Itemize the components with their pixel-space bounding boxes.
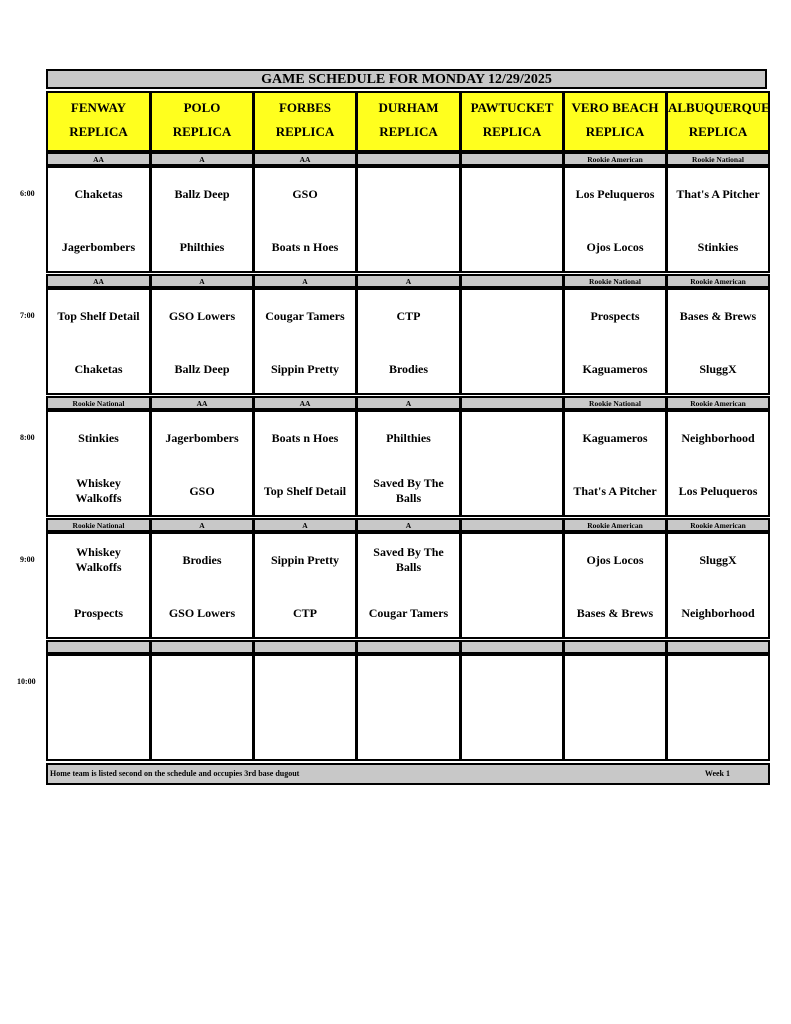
field-name: FENWAY [70, 100, 127, 115]
home-team: Sippin Pretty [270, 361, 340, 376]
home-team [462, 719, 562, 751]
game-cell [253, 166, 357, 273]
home-team [565, 719, 665, 751]
home-team: GSO Lowers [168, 605, 236, 620]
away-team [462, 422, 562, 454]
division-label: A [150, 152, 254, 166]
division-label [460, 640, 564, 654]
away-team [565, 666, 665, 698]
away-team: Saved By The Balls [373, 545, 444, 574]
game-cell [46, 410, 151, 517]
time-label: 6:00 [20, 189, 35, 198]
home-team: Kaguameros [582, 361, 648, 376]
home-team: CTP [293, 605, 317, 620]
game-cell [46, 532, 151, 639]
home-team: Brodies [388, 361, 429, 376]
division-label [356, 152, 461, 166]
division-label: A [150, 518, 254, 532]
home-team: Ojos Locos [586, 239, 644, 254]
game-cell [356, 532, 461, 639]
game-cell [356, 166, 461, 273]
field-subtitle: REPLICA [585, 124, 645, 139]
game-cell [563, 288, 667, 395]
division-label: A [150, 274, 254, 288]
division-label: Rookie National [563, 396, 667, 410]
division-label: A [356, 274, 461, 288]
game-cell [150, 410, 254, 517]
division-label [460, 152, 564, 166]
away-team: SluggX [699, 552, 737, 567]
game-cell [150, 166, 254, 273]
game-cell [356, 288, 461, 395]
home-team: Prospects [73, 605, 124, 620]
game-cell [150, 532, 254, 639]
home-team-note: Home team is listed second on the schedule and occupies 3rd base dugout [50, 769, 300, 778]
game-cell [356, 654, 461, 761]
division-label: Rookie National [563, 274, 667, 288]
home-team: SluggX [699, 361, 737, 376]
home-team: Philthies [179, 239, 225, 254]
game-cell [150, 654, 254, 761]
away-team: Top Shelf Detail [57, 308, 140, 323]
field-name: ALBUQUERQUE [668, 100, 770, 115]
game-cell [253, 288, 357, 395]
field-name: FORBES [278, 100, 331, 115]
field-subtitle: REPLICA [275, 124, 335, 139]
field-name: PAWTUCKET [470, 100, 554, 115]
home-team [462, 475, 562, 507]
division-label: A [253, 518, 357, 532]
away-team: CTP [396, 308, 421, 323]
away-team: Cougar Tamers [265, 308, 345, 323]
game-cell [356, 410, 461, 517]
division-label: AA [150, 396, 254, 410]
away-team: Bases & Brews [679, 308, 757, 323]
field-header [253, 91, 357, 152]
field-name: POLO [183, 100, 221, 115]
division-label [253, 640, 357, 654]
home-team [462, 231, 562, 263]
home-team: Stinkies [697, 239, 739, 254]
away-team: Stinkies [78, 430, 119, 445]
game-cell [460, 654, 564, 761]
away-team: Philthies [386, 430, 431, 445]
field-header [46, 91, 151, 152]
game-cell [253, 410, 357, 517]
week-label: Week 1 [704, 769, 730, 778]
division-label: Rookie National [666, 152, 770, 166]
field-header [150, 91, 254, 152]
division-label: A [253, 274, 357, 288]
home-team [152, 719, 252, 751]
away-team [462, 544, 562, 576]
game-cell [460, 166, 564, 273]
away-team: That's A Pitcher [676, 186, 760, 201]
division-label [460, 518, 564, 532]
field-header [666, 91, 770, 152]
home-team: That's A Pitcher [573, 483, 657, 498]
away-team [358, 178, 459, 210]
division-label: A [356, 518, 461, 532]
field-header [563, 91, 667, 152]
away-team: Neighborhood [681, 430, 755, 445]
time-label: 8:00 [20, 433, 35, 442]
home-team: Top Shelf Detail [263, 483, 347, 498]
game-cell [563, 532, 667, 639]
field-subtitle: REPLICA [688, 124, 748, 139]
division-label [563, 640, 667, 654]
field-header [460, 91, 564, 152]
game-cell [563, 410, 667, 517]
division-label [356, 640, 461, 654]
game-cell [460, 410, 564, 517]
away-team: Prospects [590, 308, 640, 323]
division-label: Rookie National [46, 518, 151, 532]
home-team [668, 719, 768, 751]
game-cell [46, 288, 151, 395]
home-team: Cougar Tamers [368, 605, 449, 620]
field-header [356, 91, 461, 152]
home-team: Jagerbombers [61, 239, 136, 254]
game-cell [253, 532, 357, 639]
home-team [462, 353, 562, 385]
division-label: Rookie American [666, 518, 770, 532]
game-cell [666, 166, 770, 273]
time-label: 10:00 [17, 677, 36, 686]
field-name: VERO BEACH [571, 100, 659, 115]
game-cell [666, 532, 770, 639]
game-cell [46, 166, 151, 273]
schedule-footer [46, 763, 770, 785]
division-label [460, 274, 564, 288]
game-cell [563, 166, 667, 273]
division-label: Rookie American [563, 518, 667, 532]
home-team: Boats n Hoes [271, 239, 339, 254]
division-label: Rookie American [666, 396, 770, 410]
away-team [462, 178, 562, 210]
home-team [358, 719, 459, 751]
field-subtitle: REPLICA [482, 124, 542, 139]
time-label: 7:00 [20, 311, 35, 320]
game-cell [460, 532, 564, 639]
game-cell [666, 410, 770, 517]
away-team: Los Peluqueros [575, 186, 655, 201]
away-team: Brodies [182, 552, 222, 567]
game-cell [46, 654, 151, 761]
field-subtitle: REPLICA [379, 124, 438, 139]
home-team: Chaketas [74, 361, 123, 376]
away-team [358, 666, 459, 698]
away-team: Ballz Deep [174, 186, 230, 201]
away-team [462, 666, 562, 698]
away-team: Ojos Locos [586, 552, 644, 567]
home-team [255, 719, 355, 751]
home-team: Bases & Brews [576, 605, 654, 620]
division-label [460, 396, 564, 410]
game-cell [460, 288, 564, 395]
division-label [150, 640, 254, 654]
away-team: GSO Lowers [168, 308, 236, 323]
division-label [666, 640, 770, 654]
division-label: AA [253, 396, 357, 410]
game-cell [253, 654, 357, 761]
away-team: Sippin Pretty [270, 552, 340, 567]
game-cell [666, 288, 770, 395]
away-team [462, 300, 562, 332]
time-label: 9:00 [20, 555, 35, 564]
home-team: Neighborhood [681, 605, 755, 620]
field-subtitle: REPLICA [172, 124, 232, 139]
home-team: GSO [189, 483, 215, 498]
division-label: AA [46, 274, 151, 288]
away-team [48, 666, 149, 698]
field-subtitle: REPLICA [69, 124, 128, 139]
away-team: Jagerbombers [165, 430, 239, 445]
home-team: Saved By The Balls [373, 476, 444, 505]
home-team: Ballz Deep [174, 361, 230, 376]
game-cell [150, 288, 254, 395]
away-team [255, 666, 355, 698]
away-team: Chaketas [74, 186, 123, 201]
home-team [48, 719, 149, 751]
away-team: Whiskey Walkoffs [75, 545, 122, 574]
schedule-title: GAME SCHEDULE FOR MONDAY 12/29/2025 [46, 69, 767, 89]
away-team: Kaguameros [582, 430, 648, 445]
game-cell [666, 654, 770, 761]
home-team [358, 231, 459, 263]
division-label: Rookie National [46, 396, 151, 410]
division-label: Rookie American [666, 274, 770, 288]
home-team: Los Peluqueros [678, 483, 758, 498]
schedule-sheet [46, 69, 770, 785]
division-label: A [356, 396, 461, 410]
division-label [46, 640, 151, 654]
game-cell [563, 654, 667, 761]
home-team: Whiskey Walkoffs [75, 476, 122, 505]
away-team: GSO [292, 186, 318, 201]
home-team [462, 597, 562, 629]
away-team [668, 666, 768, 698]
division-label: Rookie American [563, 152, 667, 166]
away-team: Boats n Hoes [271, 430, 339, 445]
away-team [152, 666, 252, 698]
division-label: AA [253, 152, 357, 166]
field-name: DURHAM [378, 100, 439, 115]
division-label: AA [46, 152, 151, 166]
